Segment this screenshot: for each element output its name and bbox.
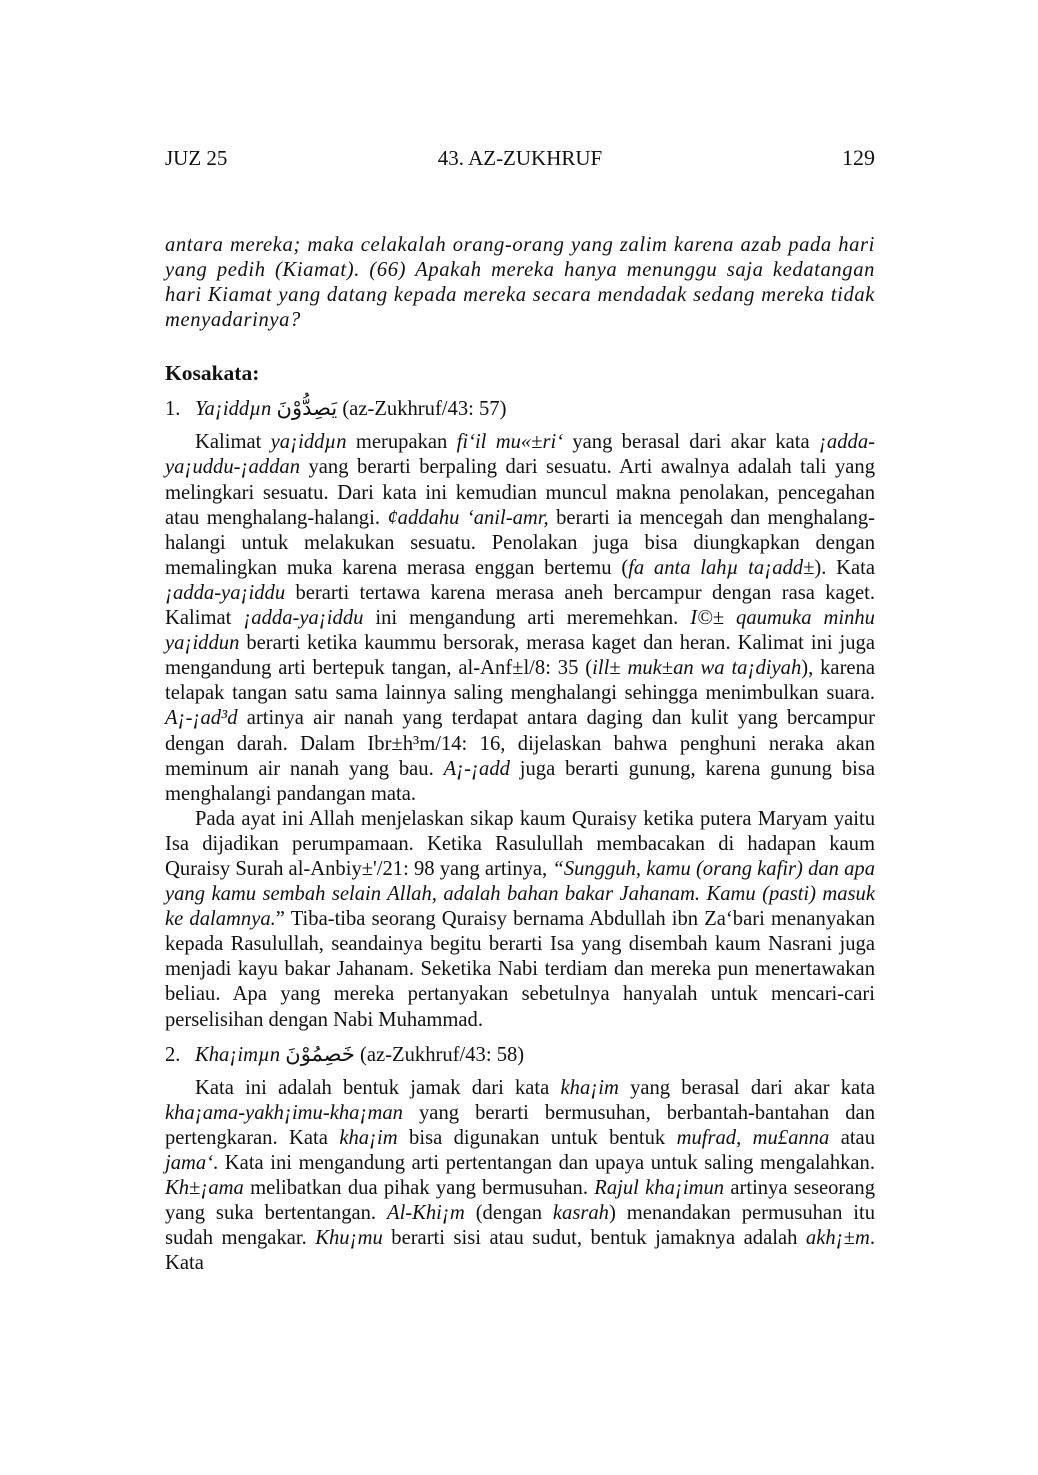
text-run: yang berarti berpaling dari sesuatu. Arti awalnya adalah tali yang melingkari sesuatu. Dari kata ini kemudian muncul makna penolakan, pencegahan atau menghalang-halangi. <box>165 456 875 529</box>
vocab-number: 1. <box>165 398 181 421</box>
vocab-heading-2 <box>165 1035 875 1076</box>
italic-term: ¡adda-ya¡iddu <box>243 607 364 630</box>
text-run: yang berarti bermusuhan, berbantah-bantahan dan pertengkaran. Kata <box>165 1101 875 1149</box>
vocab-number: 2. <box>165 1043 181 1066</box>
text-run <box>741 1127 752 1149</box>
juz-label: JUZ 25 <box>165 146 228 170</box>
text-run: ini mengandung arti meremehkan. <box>363 607 691 630</box>
running-header <box>165 143 875 173</box>
text-run: merupakan <box>346 431 457 454</box>
verse-reference: (az-Zukhruf/43: 57) <box>342 398 507 421</box>
italic-term: I©± qaumuka minhu ya¡iddun <box>165 607 875 655</box>
italic-term: Al-Khi¡m <box>386 1202 465 1225</box>
text-run: bisa digunakan untuk bentuk <box>397 1126 677 1149</box>
text-run: . Kata <box>165 1227 875 1275</box>
text-run: yang berasal dari akar kata <box>563 431 819 454</box>
vocab-paragraph <box>165 807 875 1033</box>
italic-term: mufrad, <box>676 1126 742 1149</box>
text-run: atau <box>829 1126 875 1149</box>
italic-term: kasrah <box>552 1202 609 1225</box>
text-run: artinya air nanah yang terdapat antara daging dan kulit yang bercampur dengan darah. Dalam Ibr±h³m/14: 16, dijelaskan bahwa penghuni neraka akan meminum air nanah yang bau. <box>165 707 875 780</box>
italic-term: fi‘il mu«±ri‘ <box>456 431 564 454</box>
italic-term: akh¡±m <box>805 1227 870 1250</box>
vocab-term: Kha¡imµn <box>195 1043 281 1066</box>
text-run: melibatkan dua pihak yang bermusuhan. <box>243 1177 595 1199</box>
verse-reference: (az-Zukhruf/43: 58) <box>360 1043 525 1066</box>
italic-term: fa anta lahµ ta¡add± <box>628 556 815 579</box>
italic-term: ¡adda-ya¡uddu-¡addan <box>165 431 875 479</box>
italic-term: ¡adda-ya¡iddu <box>165 581 286 604</box>
italic-term: kha¡im <box>339 1126 398 1149</box>
text-run: Kalimat <box>195 431 271 454</box>
quoted-translation: “Sungguh, kamu (orang kafir) dan apa yang kamu sembah selain Allah, adalah bahan bakar Jahanam. Kamu (pasti) masuk ke dalamnya. <box>165 857 875 931</box>
italic-term: ¢addahu ‘anil-amr, <box>387 506 549 529</box>
text-run: berarti tertawa karena merasa aneh bercampur dengan rasa kaget. Kalimat <box>165 581 875 630</box>
text-run: ) menandakan permusuhan itu sudah mengakar. <box>165 1202 875 1250</box>
page-number: 129 <box>842 145 875 170</box>
vocab-term: Ya¡iddµn <box>195 398 272 421</box>
text-run: berarti ketika kaummu bersorak, merasa kaget dan heran. Kalimat ini juga mengandung arti bertepuk tangan, al-Anf±l/8: 35 ( <box>165 632 875 680</box>
italic-term: ill± muk±an wa ta¡diyah <box>592 657 802 680</box>
text-run: Pada ayat ini Allah menjelaskan sikap kaum Quraisy ketika putera Maryam yaitu Isa dijadikan perumpamaan. Ketika Rasulullah membacakan di hadapan kaum Quraisy Surah al-Anbiy±'/21: 98 yang artinya, <box>165 807 875 880</box>
text-run: yang berasal dari akar kata <box>618 1076 876 1099</box>
text-run: berarti sisi atau sudut, bentuk jamaknya adalah <box>382 1227 806 1250</box>
text-run: ), karena telapak tangan satu sama lainnya saling menghalangi sehingga menimbulkan suara. <box>165 657 876 705</box>
vocab-paragraph <box>165 430 875 806</box>
arabic-word: يَصِدُّوْنَ <box>276 396 338 421</box>
italic-term: kha¡ama-yakh¡imu-kha¡man <box>165 1101 403 1124</box>
vocab-heading-1 <box>165 389 875 430</box>
italic-term: ya¡iddµn <box>270 431 347 454</box>
arabic-word: خَصِمُوْنَ <box>285 1041 355 1066</box>
italic-term: Khu¡mu <box>315 1227 383 1250</box>
text-run: ). Kata <box>814 556 876 579</box>
italic-term: jama‘ <box>165 1151 214 1174</box>
text-run: berarti ia mencegah dan menghalang-halangi untuk melakukan sesuatu. Penolakan juga bisa diungkapkan dengan memalingkan muka karena merasa enggan bertemu ( <box>165 506 875 579</box>
italic-term: Rajul kha¡imun <box>594 1177 725 1199</box>
text-run: Kata ini adalah bentuk jamak dari kata <box>195 1076 561 1099</box>
text-run: . Kata ini mengandung arti pertentangan dan upaya untuk saling mengalahkan. <box>213 1151 875 1174</box>
translation-continuation: antara mereka; maka celakalah orang-orang yang zalim karena azab pada hari yang pedih (Kiamat). (66) Apakah mereka hanya menunggu saja kedatangan hari Kiamat yang datang kepada mereka secara mendadak sedang mereka tidak menyadarinya? <box>165 234 875 332</box>
page-body <box>165 233 875 1276</box>
italic-term: kha¡im <box>560 1076 619 1099</box>
text-run: artinya seseorang yang suka bertentangan. <box>165 1177 876 1225</box>
text-run: (dengan <box>464 1202 553 1225</box>
italic-term: A¡-¡add <box>443 757 510 780</box>
surah-title: 43. AZ-ZUKHRUF <box>437 146 603 170</box>
section-title: Kosakata: <box>165 361 260 386</box>
vocab-paragraph <box>165 1076 875 1277</box>
text-run: juga berarti gunung, karena gunung bisa menghalangi pandangan mata. <box>165 757 875 805</box>
italic-term: A¡-¡ad³d <box>165 707 238 730</box>
italic-term: Kh±¡ama <box>165 1177 244 1199</box>
italic-term: mu£anna <box>752 1126 830 1149</box>
text-run: ” Tiba-tiba seorang Quraisy bernama Abdullah ibn Za‘bari menanyakan kepada Rasulullah, seandainya begitu berarti Isa yang disembah kaum Nasrani juga menjadi kayu bakar Jahanam. Seketika Nabi terdiam dan mereka pun menertawakan beliau. Apa yang mereka pertanyakan sebetulnya hanyalah untuk mencari-cari perselisihan dengan Nabi Muhammad. <box>165 908 876 1031</box>
